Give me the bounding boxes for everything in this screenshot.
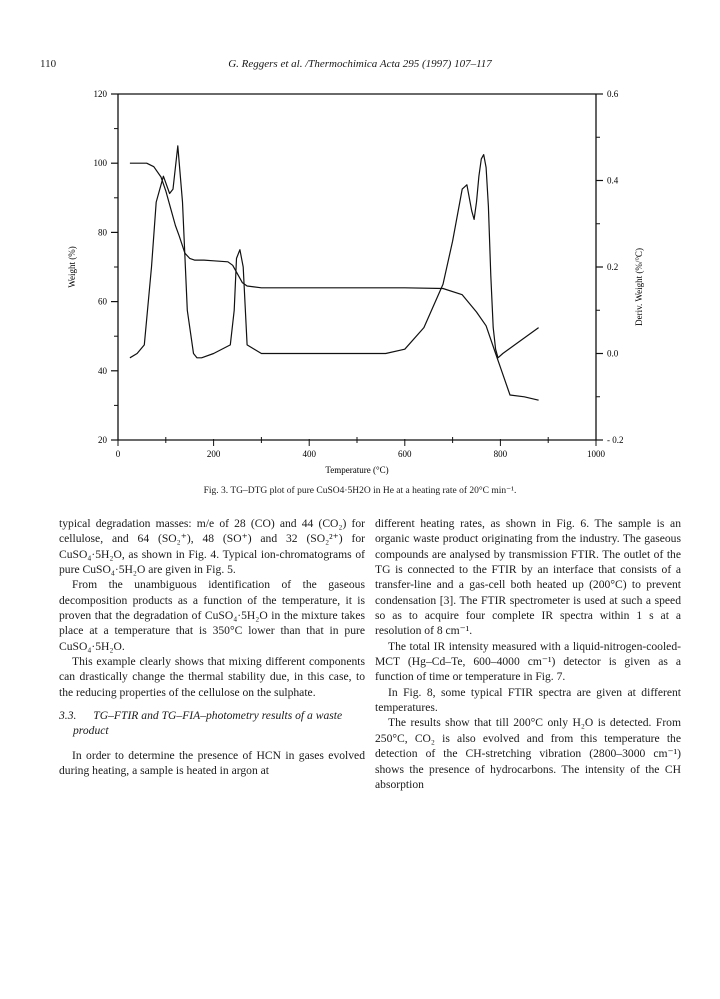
paragraph: The results show that till 200°C only H₂O is detected. From 250°C, CO₂ is also evolved and from this temperature the detection of the CH-stretching vibration (2800–3000 cm⁻¹) shows the presence of hydrocarbons. The intensity of the CH absorption (375, 716, 681, 791)
x-tick-label: 1000 (587, 449, 605, 459)
page-number: 110 (40, 58, 57, 70)
y2-tick-label: 0.0 (607, 348, 619, 359)
paragraph: The total IR intensity measured with a liquid-nitrogen-cooled-MCT (Hg–Cd–Te, 600–4000 cm⁻¹) detector is given as a function of time or temperature in Fig. 7. (375, 639, 681, 684)
section-number: 3.3. (59, 709, 77, 723)
y-tick-label: 40 (98, 365, 107, 376)
y2-axis-title: Deriv. Weight (%/°C) (634, 248, 644, 326)
y2-tick-label: 0.4 (607, 175, 619, 186)
x-tick-label: 400 (302, 449, 316, 459)
dtg-series-line (130, 146, 539, 358)
x-tick-label: 0 (115, 449, 121, 459)
x-tick-label: 200 (206, 449, 221, 459)
tg-dtg-figure (0, 0, 720, 480)
y-tick-label: 100 (93, 158, 107, 169)
y2-tick-label: 0.6 (607, 89, 619, 99)
y-tick-label: 20 (98, 435, 107, 445)
x-tick-label: 600 (398, 449, 412, 459)
body-column-left (59, 516, 365, 779)
x-tick-label: 800 (493, 449, 508, 459)
paragraph: typical degradation masses: m/e of 28 (CO) and 44 (CO₂) for cellulose, and 64 (SO₂⁺), 48 (SO⁺) and 32 (SO₂²⁺) for CuSO₄·5H₂O, as shown in Fig. 4. Typical ion-chromatograms of pure CuSO₄·5H₂O are given in Fig. 5. (59, 517, 365, 577)
section-heading (59, 708, 365, 739)
x-axis-title: Temperature (°C) (325, 465, 389, 475)
paragraph: In Fig. 8, some typical FTIR spectra are given at different temperatures. (375, 685, 681, 715)
y-axis-title: Weight (%) (67, 246, 77, 288)
paragraph: From the unambiguous identification of the gaseous decomposition products as a function of the temperature, it is proven that the degradation of CuSO₄·5H₂O in the mixture takes place at a temperature that is 350°C lower than that in pure CuSO₄·5H₂O. (59, 578, 365, 653)
y-tick-label: 60 (98, 296, 107, 307)
y2-tick-label: - 0.2 (607, 435, 624, 445)
chart-ticks (94, 89, 624, 459)
paragraph: This example clearly shows that mixing different components can drastically change the thermal stability due, in this case, to the reducing properties of the cellulose on the sulphate. (59, 655, 365, 699)
figure-caption: Fig. 3. TG–DTG plot of pure CuSO4·5H2O in He at a heating rate of 20°C min⁻¹. (203, 486, 517, 496)
paragraph: different heating rates, as shown in Fig. 6. The sample is an organic waste product originating from the industry. The gaseous compounds are analysed by transmission FTIR. The outlet of the TG is connected to the FTIR by an interface that consists of a transfer-line and a gas-cell both heated up (200°C) to prevent condensation [3]. The FTIR spectrometer is used at such a speed so as to acquire four complete IR spectra within 1 s at a resolution of 8 cm⁻¹. (375, 517, 681, 638)
body-column-right (375, 516, 681, 792)
paragraph: In order to determine the presence of HCN in gases evolved during heating, a sample is heated in argon at (59, 748, 365, 778)
y2-tick-label: 0.2 (607, 262, 619, 272)
chart-plot-area (130, 146, 539, 400)
section-title: TG–FTIR and TG–FIA–photometry results of a waste product (73, 709, 343, 738)
y-tick-label: 120 (93, 89, 107, 99)
journal-reference: G. Reggers et al. /Thermochimica Acta 295 (1997) 107–117 (228, 58, 492, 70)
chart-axes (67, 94, 644, 475)
y-tick-label: 80 (98, 227, 107, 238)
